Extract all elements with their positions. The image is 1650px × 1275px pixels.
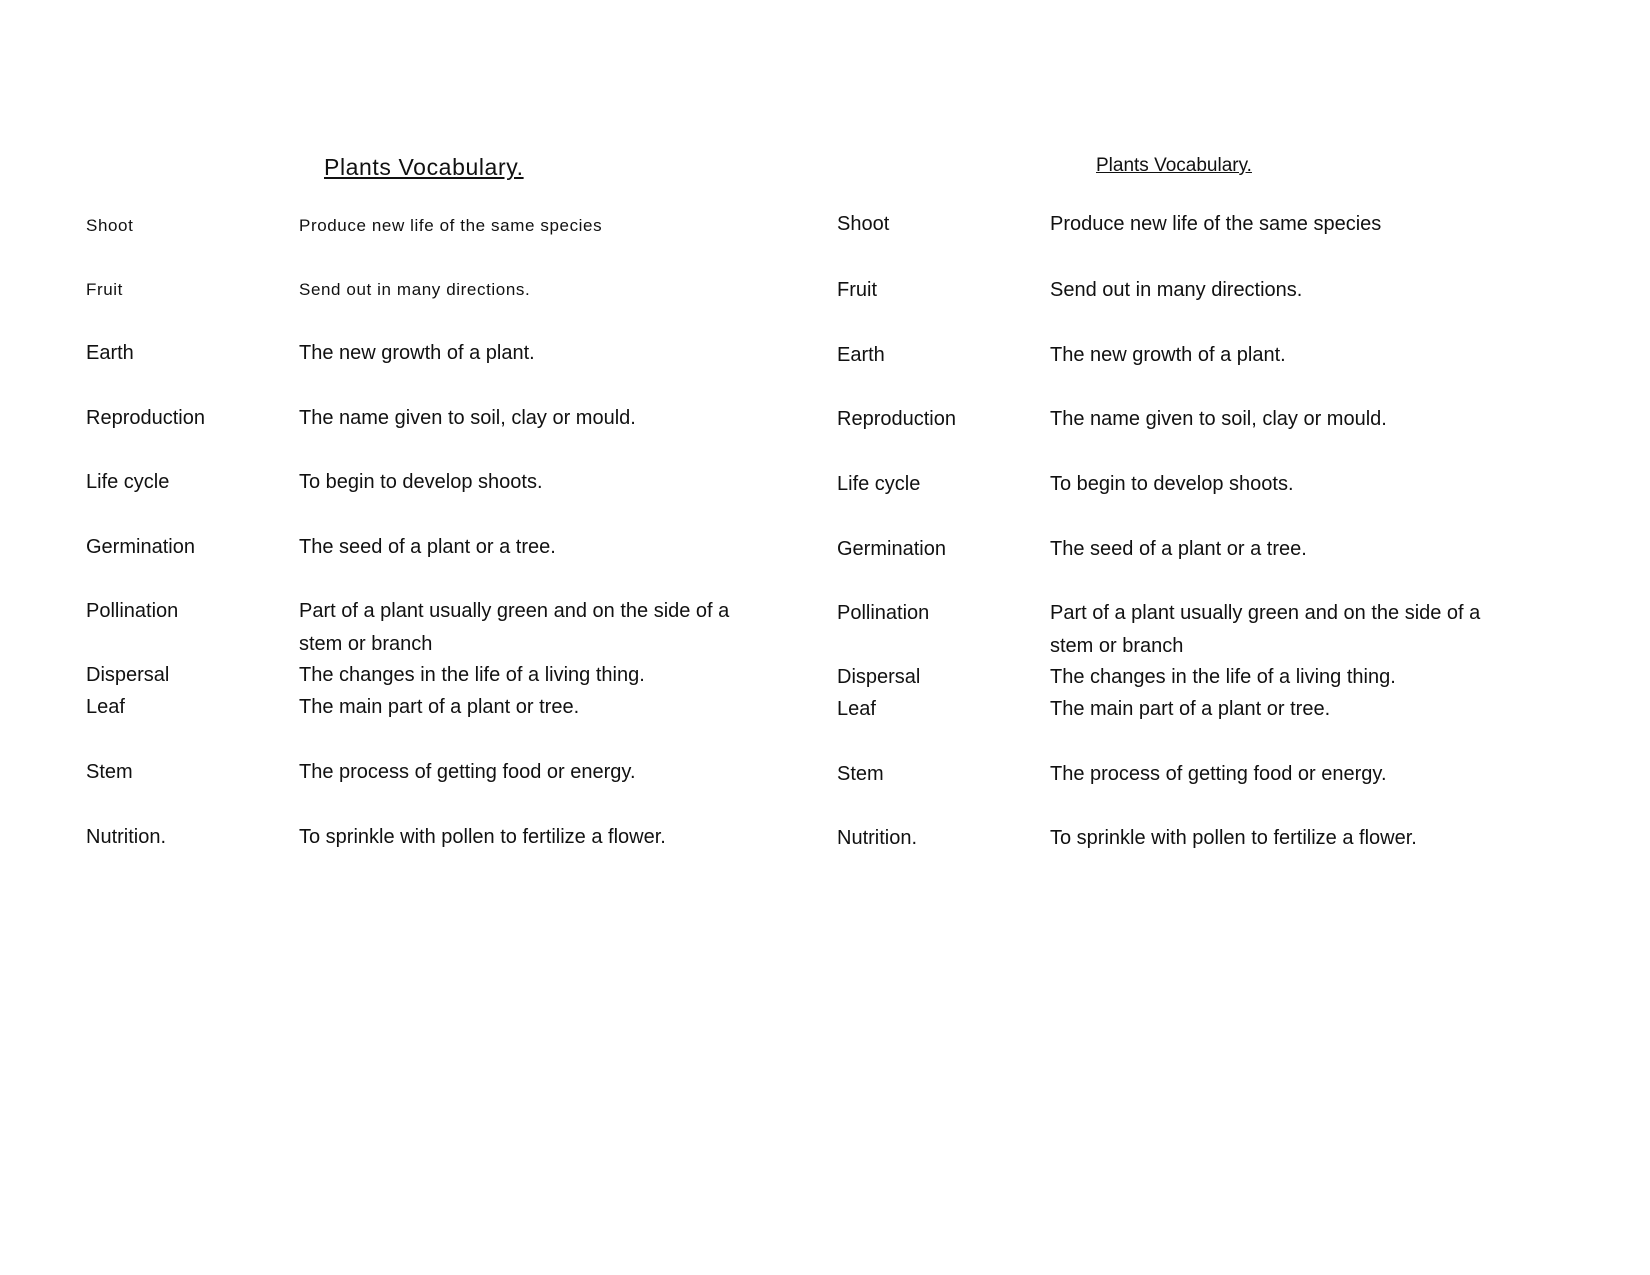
vocabulary-term: Dispersal xyxy=(837,666,921,688)
definition-line: The process of getting food or energy. xyxy=(299,761,636,783)
vocabulary-term: Nutrition. xyxy=(837,827,918,849)
vocabulary-definition xyxy=(1050,403,1387,436)
vocabulary-definition xyxy=(1050,661,1396,694)
page-title: Plants Vocabulary. xyxy=(324,154,524,180)
definition-line: The seed of a plant or a tree. xyxy=(1050,538,1307,560)
vocabulary-term: Life cycle xyxy=(86,471,170,493)
definition-line: The new growth of a plant. xyxy=(1050,344,1286,366)
vocabulary-term: Earth xyxy=(86,342,134,364)
vocabulary-term: Germination xyxy=(86,536,195,558)
definition-line: To begin to develop shoots. xyxy=(299,471,543,493)
vocabulary-definition xyxy=(1050,468,1294,501)
vocabulary-definition xyxy=(1050,822,1417,855)
vocabulary-term: Leaf xyxy=(86,696,125,718)
definition-line: Part of a plant usually green and on the side of a xyxy=(1050,602,1481,624)
definition-line: The changes in the life of a living thing. xyxy=(1050,666,1396,688)
vocabulary-term: Fruit xyxy=(86,280,123,299)
definition-line: stem or branch xyxy=(1050,635,1184,657)
vocabulary-definition xyxy=(299,595,729,661)
vocabulary-term: Pollination xyxy=(837,602,930,624)
definition-line: The name given to soil, clay or mould. xyxy=(1050,408,1387,430)
vocabulary-definition xyxy=(299,659,645,692)
vocabulary-definition xyxy=(299,337,535,370)
vocabulary-definition xyxy=(299,821,666,854)
page-title: Plants Vocabulary. xyxy=(1096,155,1252,176)
vocabulary-term: Shoot xyxy=(837,213,890,235)
definition-line: Produce new life of the same species xyxy=(1050,213,1382,235)
vocabulary-definition xyxy=(1050,274,1302,307)
definition-line: Send out in many directions. xyxy=(1050,279,1303,301)
vocabulary-definition xyxy=(1050,758,1387,791)
vocabulary-definition xyxy=(1050,597,1480,663)
definition-line: The changes in the life of a living thing. xyxy=(299,664,645,686)
definition-line: The new growth of a plant. xyxy=(299,342,535,364)
vocabulary-definition xyxy=(1050,208,1381,241)
vocabulary-term: Stem xyxy=(837,763,884,785)
vocabulary-definition xyxy=(299,531,556,564)
vocabulary-term: Dispersal xyxy=(86,664,170,686)
vocabulary-term: Germination xyxy=(837,538,946,560)
vocabulary-definition xyxy=(1050,533,1307,566)
definition-line: The process of getting food or energy. xyxy=(1050,763,1387,785)
vocabulary-definition xyxy=(299,273,530,306)
vocabulary-term: Earth xyxy=(837,344,885,366)
vocabulary-term: Reproduction xyxy=(86,407,205,429)
vocabulary-term: Nutrition. xyxy=(86,826,167,848)
vocabulary-definition xyxy=(299,466,543,499)
vocabulary-term: Pollination xyxy=(86,600,179,622)
definition-line: To sprinkle with pollen to fertilize a flower. xyxy=(1050,827,1417,849)
definition-line: The seed of a plant or a tree. xyxy=(299,536,556,558)
definition-line: stem or branch xyxy=(299,633,433,655)
vocabulary-definition xyxy=(1050,339,1286,372)
vocabulary-definition xyxy=(299,209,602,242)
vocabulary-definition xyxy=(299,402,636,435)
definition-line: To begin to develop shoots. xyxy=(1050,473,1294,495)
definition-line: Part of a plant usually green and on the side of a xyxy=(299,600,730,622)
vocabulary-term: Reproduction xyxy=(837,408,956,430)
definition-line: Produce new life of the same species xyxy=(299,216,603,235)
vocabulary-term: Fruit xyxy=(837,279,877,301)
vocabulary-term: Leaf xyxy=(837,698,876,720)
vocabulary-term: Life cycle xyxy=(837,473,921,495)
vocabulary-term: Stem xyxy=(86,761,133,783)
definition-line: The name given to soil, clay or mould. xyxy=(299,407,636,429)
definition-line: Send out in many directions. xyxy=(299,280,531,299)
vocabulary-term: Shoot xyxy=(86,216,134,235)
definition-line: The main part of a plant or tree. xyxy=(299,696,580,718)
vocabulary-definition xyxy=(299,691,579,724)
vocabulary-definition xyxy=(1050,693,1330,726)
definition-line: To sprinkle with pollen to fertilize a flower. xyxy=(299,826,666,848)
vocabulary-definition xyxy=(299,756,636,789)
definition-line: The main part of a plant or tree. xyxy=(1050,698,1331,720)
